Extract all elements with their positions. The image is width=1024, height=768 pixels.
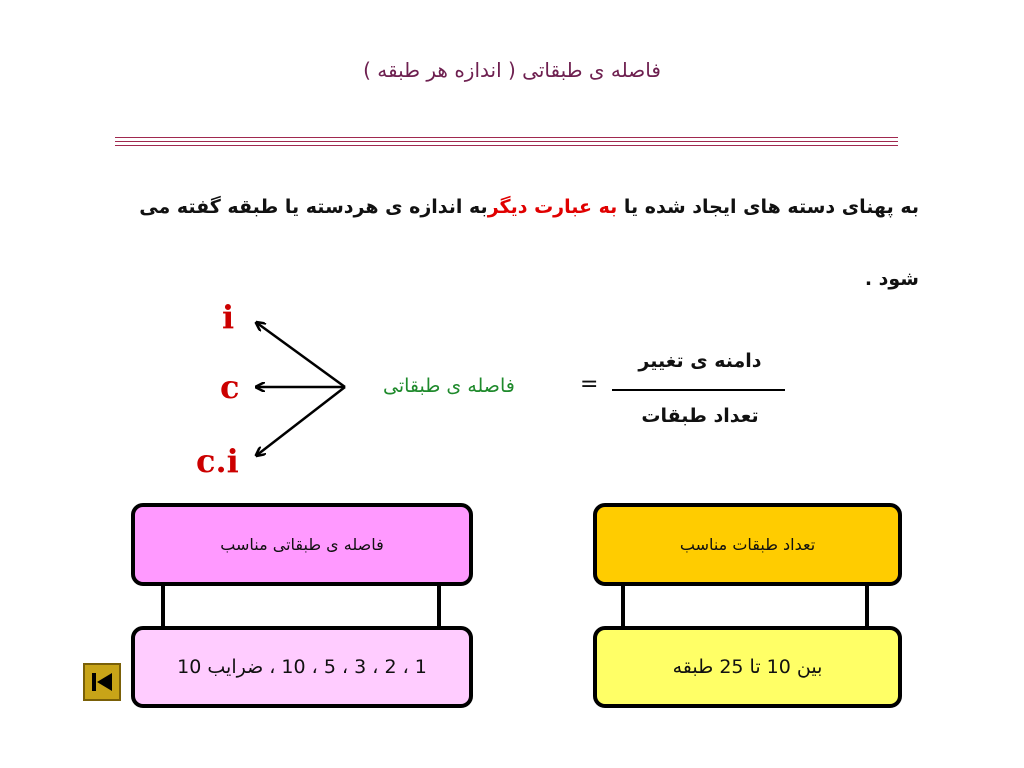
title-rule-3 [115, 145, 898, 146]
box-suitable-interval-label: فاصله ی طبقاتی مناسب [220, 535, 384, 554]
box-interval-values-label: 1 ، 2 ، 3 ، 5 ، 10 ، ضرایب 10 [177, 656, 427, 678]
letter-c: c [220, 368, 240, 406]
arrow-to-ci [257, 387, 345, 455]
paragraph-highlight: به عبارت دیگر [487, 196, 618, 218]
fraction-denominator: تعداد طبقات [641, 405, 759, 427]
fraction-bar [612, 389, 785, 391]
title-rule-2 [115, 141, 898, 142]
paragraph-part-1: به پهنای دسته های ایجاد شده یا [617, 196, 919, 218]
connector-right-2 [865, 586, 869, 626]
arrow-to-i [257, 323, 345, 387]
letter-i: i [222, 298, 235, 336]
connector-left-2 [437, 586, 441, 626]
box-interval-values [131, 626, 473, 708]
box-class-count-range-label: بین 10 تا 25 طبقه [672, 656, 823, 678]
fraction-numerator: دامنه ی تغییر [638, 350, 762, 372]
letter-ci: c.i [196, 442, 239, 480]
paragraph-part-2: به اندازه ی هردسته یا طبقه گفته می شود . [139, 196, 919, 290]
connector-right-1 [621, 586, 625, 626]
box-suitable-interval [131, 503, 473, 586]
box-suitable-class-count-label: تعداد طبقات مناسب [679, 535, 816, 554]
box-class-count-range [593, 626, 902, 708]
definition-paragraph [119, 171, 919, 315]
title-rule-1 [115, 137, 898, 138]
connector-left-1 [161, 586, 165, 626]
back-to-start-button[interactable] [83, 663, 121, 701]
box-suitable-class-count [593, 503, 902, 586]
back-to-start-icon [85, 665, 119, 699]
class-interval-label: فاصله ی طبقاتی [383, 375, 515, 397]
slide-title: فاصله ی طبقاتی ( اندازه هر طبقه ) [363, 58, 661, 82]
arrows-diagram [245, 310, 355, 460]
equals-sign: = [580, 372, 599, 397]
